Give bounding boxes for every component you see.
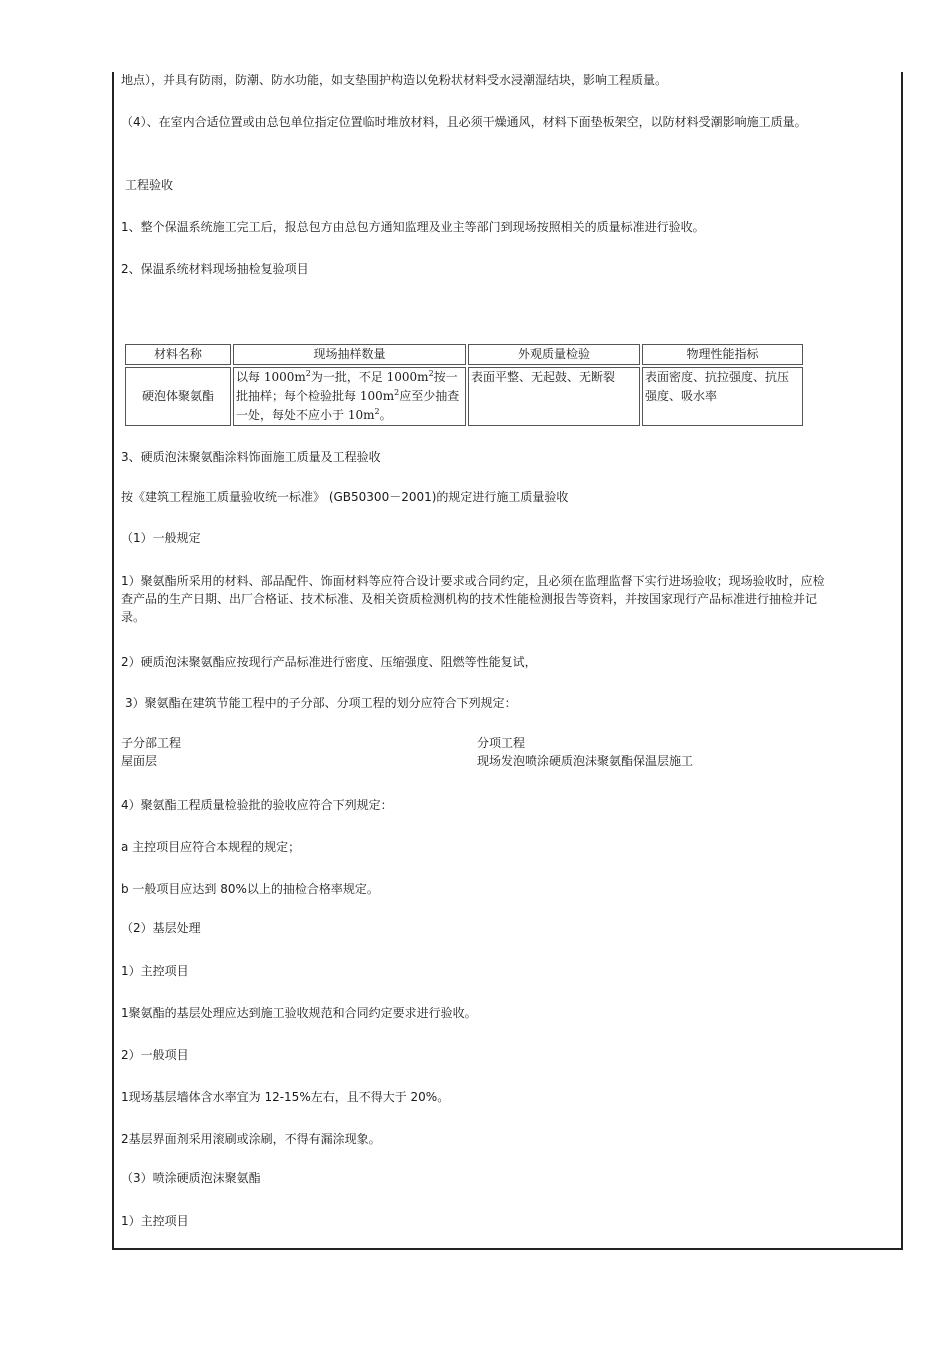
rule-a: a 主控项目应符合本规程的规定； xyxy=(121,840,301,854)
base-treatment-title: （2）基层处理 xyxy=(121,921,201,935)
general-rule-4: 4）聚氨酯工程质量检验批的验收应符合下列规定： xyxy=(121,798,393,812)
acceptance-item-3: 3、硬质泡沫聚氨酯涂料饰面施工质量及工程验收 xyxy=(121,450,381,464)
sub-division-header: 子分部工程 xyxy=(121,736,182,750)
document-frame xyxy=(112,72,903,1250)
rule-b: b 一般项目应达到 80%以上的抽检合格率规定。 xyxy=(121,882,379,896)
general-rule-2: 2）硬质泡沫聚氨酯应按现行产品标准进行密度、压缩强度、阻燃等性能复试， xyxy=(121,655,537,669)
spray-title: （3）喷涂硬质泡沫聚氨酯 xyxy=(121,1171,261,1185)
sub-division-value: 屋面层 xyxy=(121,754,158,768)
item-header: 分项工程 xyxy=(477,736,526,750)
table-header-cell: 外观质量检验 xyxy=(468,344,640,365)
general-rule-1: 1）聚氨酯所采用的材料、部品配件、饰面材料等应符合设计要求或合同约定，且必须在监理监督下实行进场验收；现场验收时，应检查产品的生产日期、出厂合格证、技术标准、及相关资质检测机构的技术性能检测报告等资料，并按国家现行产品标准进行抽检并记录。 xyxy=(121,574,825,624)
storage-paragraph: （4）、在室内合适位置或由总包单位指定位置临时堆放材料，且必须干燥通风，材料下面垫板架空，以防材料受潮影响施工质量。 xyxy=(121,115,807,129)
material-name-cell: 硬泡体聚氨酯 xyxy=(125,367,231,426)
base-general-items: 2）一般项目 xyxy=(121,1048,189,1062)
base-main-item-1: 1聚氨酯的基层处理应达到施工验收规范和合同约定要求进行验收。 xyxy=(121,1006,477,1020)
section-title: 工程验收 xyxy=(125,178,174,192)
general-rule-3: 3）聚氨酯在建筑节能工程中的子分部、分项工程的划分应符合下列规定： xyxy=(125,696,517,710)
table-header-cell: 材料名称 xyxy=(125,344,231,365)
item-value: 现场发泡喷涂硬质泡沫聚氨酯保温层施工 xyxy=(477,754,694,768)
acceptance-item-1: 1、整个保温系统施工完工后，报总包方由总包方通知监理及业主等部门到现场按照相关的质量标准进行验收。 xyxy=(121,220,705,234)
base-main-items: 1）主控项目 xyxy=(121,964,189,978)
material-test-table xyxy=(123,342,805,428)
general-rules-title: （1）一般规定 xyxy=(121,531,201,545)
physical-index-cell: 表面密度、抗拉强度、抗压强度、吸水率 xyxy=(642,367,803,426)
sample-quantity-cell: 以每 $1000m^2$为一批，不足 $1000m^2$按一批抽样；每个检验批每 $100m^2$应至少抽查一处，每处不应小于 $10m^2$。 xyxy=(233,367,466,426)
table-header-cell: 物理性能指标 xyxy=(642,344,803,365)
spray-main-items: 1）主控项目 xyxy=(121,1214,189,1228)
base-general-item-1: 1现场基层墙体含水率宜为 12-15%左右，且不得大于 20%。 xyxy=(121,1090,450,1104)
table-row xyxy=(125,367,803,426)
acceptance-item-2: 2、保温系统材料现场抽检复验项目 xyxy=(121,262,309,276)
table-header-row xyxy=(125,344,803,365)
standard-line: 按《建筑工程施工质量验收统一标准》 (GB50300－2001)的规定进行施工质量验收 xyxy=(121,490,569,504)
cut-off-paragraph: 地点），并具有防雨，防潮、防水功能，如支垫围护构造以免粉状材料受水浸潮湿结块，影响工程质量。 xyxy=(121,73,668,87)
table-header-cell: 现场抽样数量 xyxy=(233,344,466,365)
base-general-item-2: 2基层界面剂采用滚刷或涂刷，不得有漏涂现象。 xyxy=(121,1132,381,1146)
appearance-check-cell: 表面平整、无起鼓、无断裂 xyxy=(468,367,640,426)
